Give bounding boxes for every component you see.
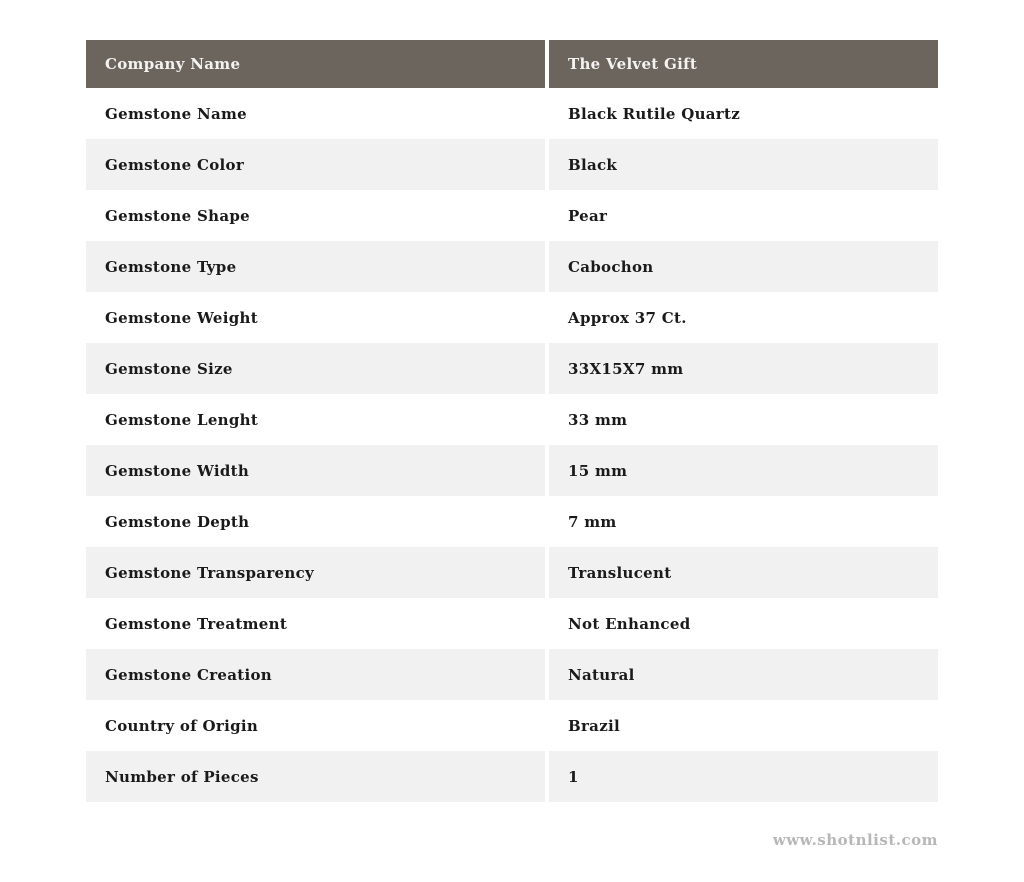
- row-value: 1: [549, 751, 938, 802]
- table-row-gemstone-transparency: [86, 547, 938, 598]
- table-row-gemstone-color: [86, 139, 938, 190]
- watermark-text: www.shotnlist.com: [772, 831, 938, 849]
- row-value: 15 mm: [549, 445, 938, 496]
- header-value-cell: The Velvet Gift: [549, 40, 938, 88]
- table-row-country-of-origin: [86, 700, 938, 751]
- table-header-row: [86, 40, 938, 88]
- row-value: 33X15X7 mm: [549, 343, 938, 394]
- row-value: Natural: [549, 649, 938, 700]
- table-row-gemstone-width: [86, 445, 938, 496]
- row-value: Not Enhanced: [549, 598, 938, 649]
- row-value: Approx 37 Ct.: [549, 292, 938, 343]
- row-label: Gemstone Treatment: [86, 598, 549, 649]
- row-label: Country of Origin: [86, 700, 549, 751]
- row-label: Gemstone Lenght: [86, 394, 549, 445]
- table-row-number-of-pieces: [86, 751, 938, 802]
- row-value: Pear: [549, 190, 938, 241]
- row-label: Gemstone Color: [86, 139, 549, 190]
- row-label: Gemstone Shape: [86, 190, 549, 241]
- table-row-gemstone-size: [86, 343, 938, 394]
- table-row-gemstone-name: [86, 88, 938, 139]
- row-label: Gemstone Transparency: [86, 547, 549, 598]
- table-row-gemstone-type: [86, 241, 938, 292]
- row-value: Cabochon: [549, 241, 938, 292]
- table-row-gemstone-shape: [86, 190, 938, 241]
- row-label: Gemstone Weight: [86, 292, 549, 343]
- table-row-gemstone-length: [86, 394, 938, 445]
- row-label: Gemstone Width: [86, 445, 549, 496]
- row-value: Brazil: [549, 700, 938, 751]
- row-label: Number of Pieces: [86, 751, 549, 802]
- gemstone-spec-table: [86, 40, 938, 802]
- row-value: Translucent: [549, 547, 938, 598]
- table-row-gemstone-weight: [86, 292, 938, 343]
- row-value: 7 mm: [549, 496, 938, 547]
- table-row-gemstone-treatment: [86, 598, 938, 649]
- table-row-gemstone-depth: [86, 496, 938, 547]
- row-value: 33 mm: [549, 394, 938, 445]
- row-value: Black Rutile Quartz: [549, 88, 938, 139]
- header-label-cell: Company Name: [86, 40, 549, 88]
- row-label: Gemstone Creation: [86, 649, 549, 700]
- row-value: Black: [549, 139, 938, 190]
- row-label: Gemstone Depth: [86, 496, 549, 547]
- table-row-gemstone-creation: [86, 649, 938, 700]
- row-label: Gemstone Name: [86, 88, 549, 139]
- row-label: Gemstone Size: [86, 343, 549, 394]
- row-label: Gemstone Type: [86, 241, 549, 292]
